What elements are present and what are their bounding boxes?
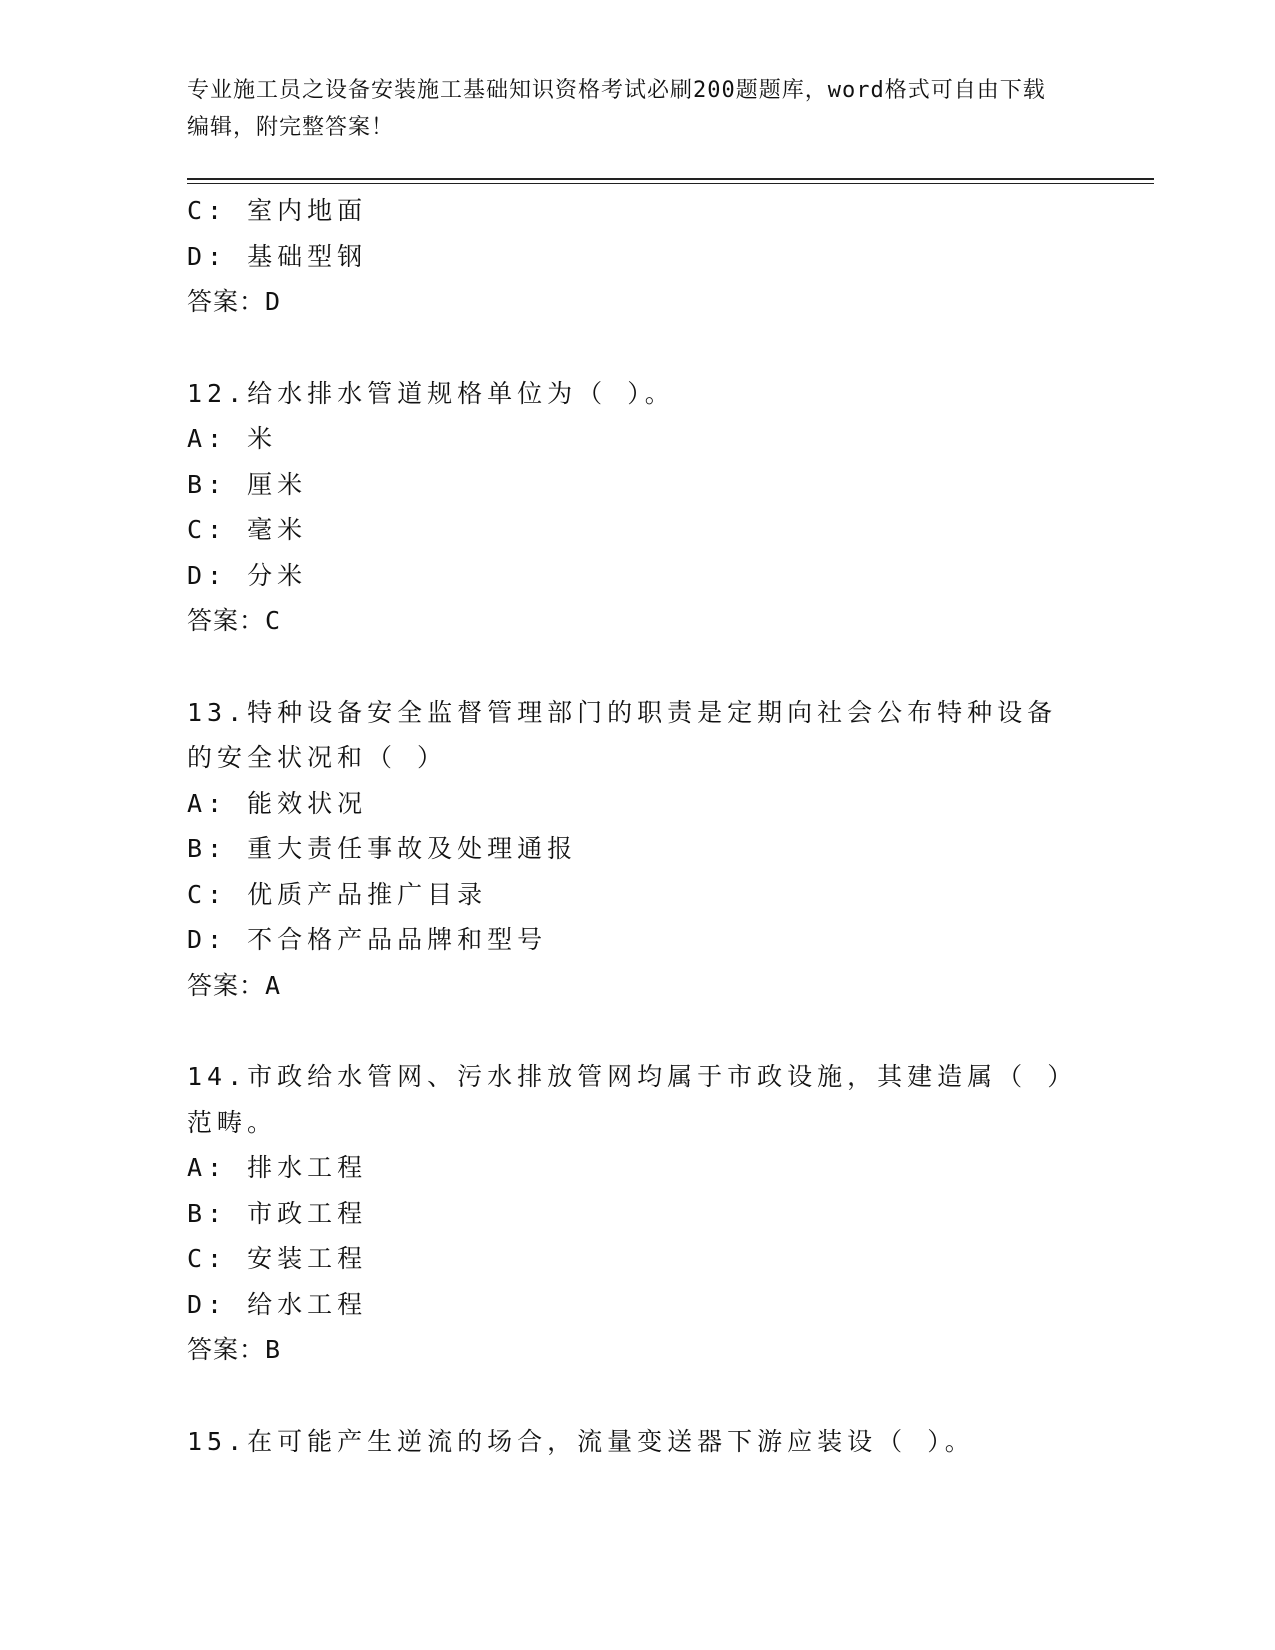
answer-line: 答案：C (187, 606, 282, 635)
question-stem: 13.特种设备安全监督管理部门的职责是定期向社会公布特种设备的安全状况和（ ） (187, 697, 1058, 772)
option-c: C: 优质产品推广目录 (187, 879, 488, 909)
header-rule-top (187, 178, 1154, 180)
answer-line: 答案：A (187, 970, 282, 1000)
option-b: B: 厘米 (187, 469, 308, 499)
option-c: C: 室内地面 (187, 196, 368, 225)
option-d: D: 基础型钢 (187, 241, 368, 271)
question-stem: 15.在可能产生逆流的场合，流量变送器下游应装设（ ）。 (187, 1426, 975, 1456)
option-b: B: 市政工程 (187, 1198, 368, 1228)
option-a: A: 排水工程 (187, 1153, 368, 1182)
question-stem: 14.市政给水管网、污水排放管网均属于市政设施，其建造属（ ）范畴。 (187, 1062, 1065, 1137)
option-d: D: 分米 (187, 560, 308, 590)
answer-line: 答案：D (187, 287, 282, 316)
header-rule-bottom (187, 183, 1154, 184)
option-a: A: 米 (187, 424, 278, 453)
answer-line: 答案：B (187, 1335, 282, 1364)
option-c: C: 安装工程 (187, 1244, 368, 1273)
document-body (187, 188, 1087, 1464)
option-a: A: 能效状况 (187, 788, 368, 818)
option-c: C: 毫米 (187, 515, 308, 544)
option-b: B: 重大责任事故及处理通报 (187, 834, 578, 863)
document-title: 专业施工员之设备安装施工基础知识资格考试必刷200题题库，word格式可自由下载编辑，附完整答案！ (187, 78, 1046, 140)
question-stem: 12.给水排水管道规格单位为（ ）。 (187, 378, 675, 408)
option-d: D: 不合格产品品牌和型号 (187, 925, 548, 954)
option-d: D: 给水工程 (187, 1289, 368, 1319)
